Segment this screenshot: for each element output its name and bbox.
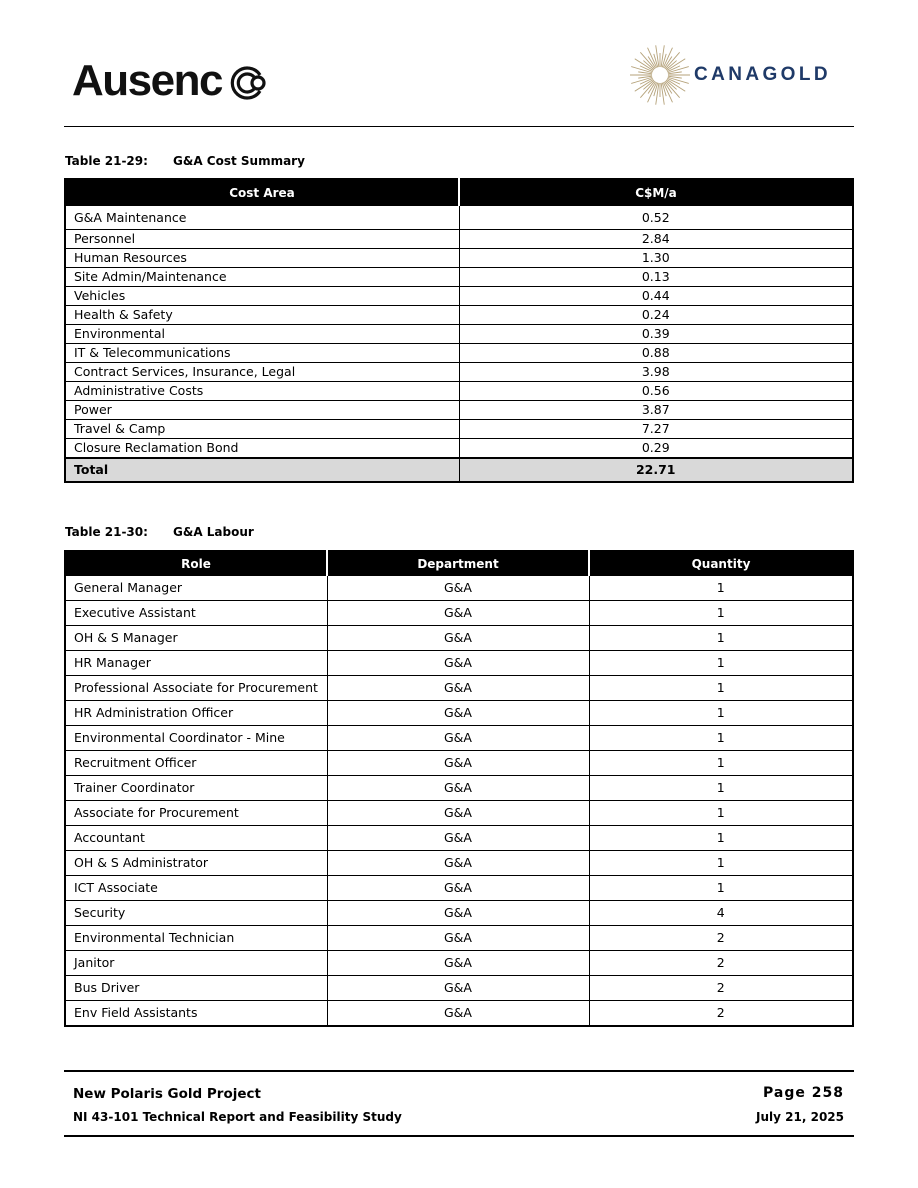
table-header-row [65,179,853,206]
quantity-cell: 1 [589,701,853,726]
role-cell: HR Manager [65,651,327,676]
quantity-cell: 1 [589,751,853,776]
quantity-cell: 2 [589,976,853,1001]
department-cell: G&A [327,951,589,976]
table-row [65,876,853,901]
quantity-cell: 1 [589,576,853,601]
department-cell: G&A [327,976,589,1001]
ga-labour-table [64,550,854,1027]
table2-caption-title: G&A Labour [173,525,254,539]
role-cell: Environmental Technician [65,926,327,951]
table-row [65,751,853,776]
department-cell: G&A [327,901,589,926]
cost-area-cell: IT & Telecommunications [65,344,459,363]
column-header-csm-a: C$M/a [459,179,853,206]
table-row [65,926,853,951]
quantity-cell: 1 [589,601,853,626]
cost-value-cell: 0.13 [459,268,853,287]
role-cell: Environmental Coordinator - Mine [65,726,327,751]
canagold-logo-text: CANAGOLD [694,64,831,85]
cost-area-cell: Personnel [65,230,459,249]
department-cell: G&A [327,626,589,651]
ausenco-logo [72,58,268,104]
quantity-cell: 1 [589,801,853,826]
table-row [65,676,853,701]
ga-cost-summary-table [64,178,854,483]
department-cell: G&A [327,676,589,701]
department-cell: G&A [327,801,589,826]
department-cell: G&A [327,601,589,626]
footer-bottom-rule [64,1135,854,1137]
table-row [65,249,853,268]
table-row [65,306,853,325]
sunburst-icon [630,42,690,108]
table-header-row [65,551,853,576]
role-cell: Env Field Assistants [65,1001,327,1027]
department-cell: G&A [327,701,589,726]
cost-area-cell: Closure Reclamation Bond [65,439,459,459]
department-cell: G&A [327,576,589,601]
role-cell: HR Administration Officer [65,701,327,726]
cost-area-cell: Site Admin/Maintenance [65,268,459,287]
cost-area-cell: G&A Maintenance [65,206,459,230]
cost-area-cell: Health & Safety [65,306,459,325]
quantity-cell: 1 [589,676,853,701]
role-cell: Executive Assistant [65,601,327,626]
table-row [65,801,853,826]
department-cell: G&A [327,776,589,801]
table-row [65,901,853,926]
total-value: 22.71 [459,458,853,482]
cost-area-cell: Vehicles [65,287,459,306]
role-cell: Accountant [65,826,327,851]
quantity-cell: 1 [589,851,853,876]
role-cell: Recruitment Officer [65,751,327,776]
table-row [65,382,853,401]
cost-value-cell: 0.24 [459,306,853,325]
table-row [65,268,853,287]
quantity-cell: 1 [589,776,853,801]
department-cell: G&A [327,876,589,901]
cost-area-cell: Environmental [65,325,459,344]
cost-value-cell: 7.27 [459,420,853,439]
footer-top-rule [64,1070,854,1072]
role-cell: Associate for Procurement [65,801,327,826]
role-cell: General Manager [65,576,327,601]
role-cell: Professional Associate for Procurement [65,676,327,701]
ausenco-logo-text: Ausenc [72,56,222,105]
table-row [65,439,853,459]
role-cell: Janitor [65,951,327,976]
table-row [65,230,853,249]
table-row [65,601,853,626]
cost-value-cell: 0.39 [459,325,853,344]
table-row [65,626,853,651]
table-row [65,726,853,751]
role-cell: Security [65,901,327,926]
quantity-cell: 1 [589,651,853,676]
department-cell: G&A [327,651,589,676]
table-row [65,651,853,676]
cost-value-cell: 0.44 [459,287,853,306]
cost-area-cell: Human Resources [65,249,459,268]
quantity-cell: 1 [589,876,853,901]
quantity-cell: 2 [589,1001,853,1027]
cost-value-cell: 0.29 [459,439,853,459]
table-row [65,344,853,363]
table-row [65,401,853,420]
department-cell: G&A [327,826,589,851]
table-row [65,701,853,726]
canagold-logo [630,42,831,108]
table-row [65,420,853,439]
role-cell: Trainer Coordinator [65,776,327,801]
cost-area-cell: Power [65,401,459,420]
table-row [65,287,853,306]
role-cell: Bus Driver [65,976,327,1001]
footer-date: July 21, 2025 [756,1110,844,1124]
table2-caption-number: Table 21-30: [65,525,148,539]
column-header-department: Department [327,551,589,576]
department-cell: G&A [327,926,589,951]
quantity-cell: 2 [589,951,853,976]
cost-value-cell: 0.88 [459,344,853,363]
header-rule [64,126,854,127]
table1-caption-title: G&A Cost Summary [173,154,305,168]
column-header-role: Role [65,551,327,576]
department-cell: G&A [327,1001,589,1027]
ausenco-swirl-icon [224,65,268,101]
table-row [65,851,853,876]
table1-caption-number: Table 21-29: [65,154,148,168]
cost-value-cell: 1.30 [459,249,853,268]
department-cell: G&A [327,726,589,751]
cost-value-cell: 2.84 [459,230,853,249]
quantity-cell: 1 [589,726,853,751]
quantity-cell: 2 [589,926,853,951]
table-row [65,951,853,976]
table-row [65,826,853,851]
table-row [65,1001,853,1027]
cost-area-cell: Contract Services, Insurance, Legal [65,363,459,382]
table-row [65,976,853,1001]
cost-value-cell: 0.52 [459,206,853,230]
total-row [65,458,853,482]
table-row [65,206,853,230]
quantity-cell: 4 [589,901,853,926]
role-cell: OH & S Manager [65,626,327,651]
cost-value-cell: 3.98 [459,363,853,382]
quantity-cell: 1 [589,626,853,651]
table1-caption [65,154,305,168]
table-row [65,363,853,382]
department-cell: G&A [327,751,589,776]
cost-value-cell: 3.87 [459,401,853,420]
role-cell: OH & S Administrator [65,851,327,876]
column-header-quantity: Quantity [589,551,853,576]
table-row [65,576,853,601]
cost-area-cell: Travel & Camp [65,420,459,439]
total-label: Total [65,458,459,482]
cost-area-cell: Administrative Costs [65,382,459,401]
footer-project-name: New Polaris Gold Project [73,1086,261,1102]
footer-page-number: Page 258 [763,1085,844,1101]
footer-report-title: NI 43-101 Technical Report and Feasibility Study [73,1110,402,1124]
cost-value-cell: 0.56 [459,382,853,401]
department-cell: G&A [327,851,589,876]
role-cell: ICT Associate [65,876,327,901]
quantity-cell: 1 [589,826,853,851]
column-header-cost-area: Cost Area [65,179,459,206]
table-row [65,325,853,344]
table-row [65,776,853,801]
table2-caption [65,525,254,539]
